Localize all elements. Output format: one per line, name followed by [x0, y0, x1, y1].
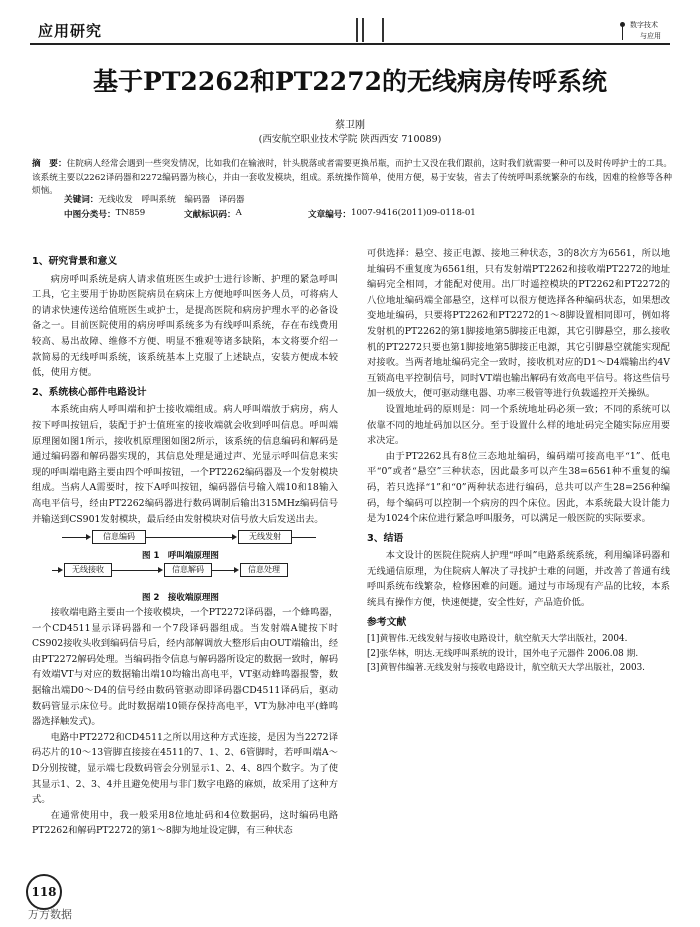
right-column [367, 246, 670, 675]
abstract-text: 住院病人经常会遇到一些突发情况，比如我们在输液时，针头脱落或者需要更换吊瓶，而护士又没在我们跟前，这时我们就需要一种可以及时传呼护士的工具。该系统主要以2262译码器和2272编码器为核心，并由一套收发模块，组成。系统操作简单，使用方便，易于安装，省去了传统呼叫系统繁杂的布线，因难的检修等各种烦恼。 [32, 159, 672, 197]
article-title: 基于PT2262和PT2272的无线病房传呼系统 [93, 67, 607, 96]
figure-1 [32, 529, 338, 587]
reference-item: [3]黄智伟编著.无线发射与接收电路设计，航空航天大学出版社，2003. [367, 663, 645, 674]
doc-code-value: A [235, 208, 242, 218]
section2-paragraph-4: 在通常使用中，我一般采用8位地址码和4位数据码，这时编码电路PT2262和解码PT2272的第1～8脚为地址设定脚，有三种状态 [32, 809, 338, 837]
reference-item: [1]黄智伟.无线发射与接收电路设计，航空航天大学出版社，2004. [367, 634, 628, 645]
fig1-input-line [62, 537, 88, 538]
fig1-output-line [292, 537, 316, 538]
keywords-label: 关键词： [64, 195, 99, 205]
watermark: 万方数据 [28, 908, 72, 921]
header-bars-decoration [352, 16, 392, 44]
fig2-arrow-icon [58, 567, 63, 573]
affiliation: (西安航空职业技术学院 陕西西安 710089) [258, 134, 442, 145]
section2-paragraph-3: 电路中PT2272和CD4511之所以用这种方式连接，是因为当2272译码芯片的10～13管脚直接接在4511的7、1、2、6管脚时，若呼叫端A～D分别按键，显示端七段数码管会分别显示1、2、4、8四个数字。为了使其显示1、2、3、4并且避免使用与非门数字电路的麻烦，故采用了这种方式。 [32, 731, 338, 806]
header-rule [30, 43, 670, 45]
section3-paragraph: 本文设计的医院住院病人护理“呼叫”电路系统系统，利用编译码器和无线通信原理，为住院病人解决了寻找护士难的问题，并改善了普通有线呼叫系统布线繁杂，检修困难的问题。通过与市场现有产品的比较，本系统具有操作方便，快速便捷，安全性好，产品造价低。 [367, 550, 670, 609]
logo-line2: 与应用 [640, 32, 661, 40]
right-paragraph-1: 可供选择：悬空、接正电源、接地三种状态，3的8次方为6561，所以地址编码不重复度为6561组，只有发射端PT2262和接收端PT2272的地址编码完全相同，才能配对使用。出厂时遥控模块的PT2262和PT2272的八位地址编码端全部悬空，这样可以很方便选择各种编码状态，如果想改变地址编码，只要将PT2262和PT2272的1～8脚设置相同即可，例如将发射机的PT2262的第1脚接地第5脚接正电源，其它引脚悬空，那么接收机的PT2272只要也第1脚接地第5脚接正电源，其它引脚悬空就能实现配对接收。当两者地址编码完全一致时，接收机对应的D1～D4端输出约4V互锁高电平控制信号，同时VT端也输出解码有效高电平信号。将这些信号加一级放大，便可驱动继电器、功率三极管等进行负载遥控开关操纵。 [367, 248, 670, 400]
clc-value: TN859 [115, 208, 146, 218]
fig2-link-line [112, 570, 160, 571]
keywords [64, 193, 245, 205]
references-heading: 参考文献 [367, 616, 407, 628]
keywords-text: 无线收发 呼叫系统 编码器 译码器 [98, 195, 245, 205]
running-header [30, 16, 670, 44]
doc-code-label: 文献标识码： [184, 210, 236, 220]
fig2-box-process: 信息处理 [240, 563, 288, 577]
section-label: 应用研究 [38, 22, 103, 40]
fig2-box-receive: 无线接收 [64, 563, 112, 577]
right-paragraph-3: 由于PT2262具有8位三态地址编码，编码端可接高电平“1”、低电平“0”或者“悬空”三种状态，因此最多可以产生38=6561种不重复的编码，若只选择“1”和“0”两种状态进行编码，总共可以产生28=256种编码，每个编码可以控制一个病房的四个床位。因此，本系统最大设计能力是为1024个床位进行紧急呼叫服务，可以满足一般医院的实际要求。 [367, 450, 670, 525]
fig2-caption: 图 2 接收端原理图 [142, 593, 219, 604]
logo-stem-icon [622, 26, 623, 40]
fig2-arrow2-icon [158, 567, 163, 573]
reference-item: [2]张华林，明达.无线呼叫系统的设计，国外电子元器件 2006.08 期. [367, 648, 639, 659]
fig1-box-transmit: 无线发射 [238, 530, 292, 544]
logo-line1: 数字技术 [630, 21, 658, 29]
journal-logo [610, 16, 670, 42]
abstract-label: 摘 要： [32, 159, 67, 169]
fig2-link2-line [212, 570, 236, 571]
section2-paragraph-2: 接收端电路主要由一个接收模块，一个PT2272译码器，一个蜂鸣器，一个CD4511显示译码器和一个7段译码器组成。当发射端A键按下时CS902接收头收到编码信号后，经内部解调放大整形后由OUT端输出，经由PT2272解码处理。当编码指令信息与解码器所设定的数据一致时，解码有效端VT与对应的数据输出端10均输出高电平，VT驱动蜂鸣器报警，数据输出端D0～D4的信号经由数码管驱动即译码器CD4511译码后，驱动数码管显示床位号。此时数据端10锁存保持高电平，VT为脉冲电平(蜂鸣器选择触发式)。 [32, 607, 338, 728]
clc-label: 中图分类号： [64, 210, 116, 220]
page-number: 118 [26, 874, 62, 910]
section2-heading: 2、系统核心部件电路设计 [32, 386, 147, 398]
fig1-arrow-icon [86, 534, 91, 540]
section3-heading: 3、结语 [367, 532, 404, 544]
section2-paragraph-1: 本系统由病人呼叫端和护士接收端组成。病人呼叫端放于病房，病人按下呼叫按钮后，装配于护士值班室的接收端就会收到呼叫信息。呼叫端原理图如图1所示，接收机原理图如图2所示，该系统的信息编码和解码是通过编码器和解码器实现的，其信息处理是通过声、光显示呼叫信息来实现的呼叫端电路主要由四个呼叫按钮，一个PT2262编码器及一个发射模块组成。当病人A需要时，按下A呼叫按钮，编码器信号输入端10和18输入高电平信号，经由PT2262编码器进行数码调制后输出315MHz编码信号并输送到CS901发射模块，最后经由发射模块对信号放大后发送出去。 [32, 404, 338, 525]
fig1-box-encode: 信息编码 [92, 530, 146, 544]
fig1-arrow2-icon [232, 534, 237, 540]
article-id-label: 文章编号： [308, 210, 351, 220]
section1-paragraph: 病房呼叫系统是病人请求值班医生或护士进行诊断、护理的紧急呼叫工具，它主要用于协助医院病员在病床上方便地呼叫医务人员，可将病人的请求快速传送给值班医生或护士，是提高医院和病房护理水平的必备设备之一。目前医院使用的病房呼叫系统多为有线呼叫系统，存在布线费用较高、易出故障、维修不方便、明显不雅观等诸多缺陷，本文将要介绍一款简易的无线呼叫系统，该系统基本上克服了上述缺点，安装方便成本较低，使用方便。 [32, 273, 338, 379]
article-id-value: 1007-9416(2011)09-0118-01 [350, 208, 476, 218]
author: 蔡卫刚 [335, 120, 365, 131]
section1-heading: 1、研究背景和意义 [32, 256, 118, 267]
fig1-link-line [146, 537, 234, 538]
fig2-arrow3-icon [234, 567, 239, 573]
right-paragraph-2: 设置地址码的原则是：同一个系统地址码必须一致；不同的系统可以依靠不同的地址码加以区分。至于设置什么样的地址码完全随实际应用要求决定。 [367, 403, 670, 447]
fig2-box-decode: 信息解码 [164, 563, 212, 577]
left-column [32, 250, 338, 839]
fig1-caption: 图 1 呼叫端原理图 [142, 551, 219, 562]
references-list [367, 632, 670, 675]
